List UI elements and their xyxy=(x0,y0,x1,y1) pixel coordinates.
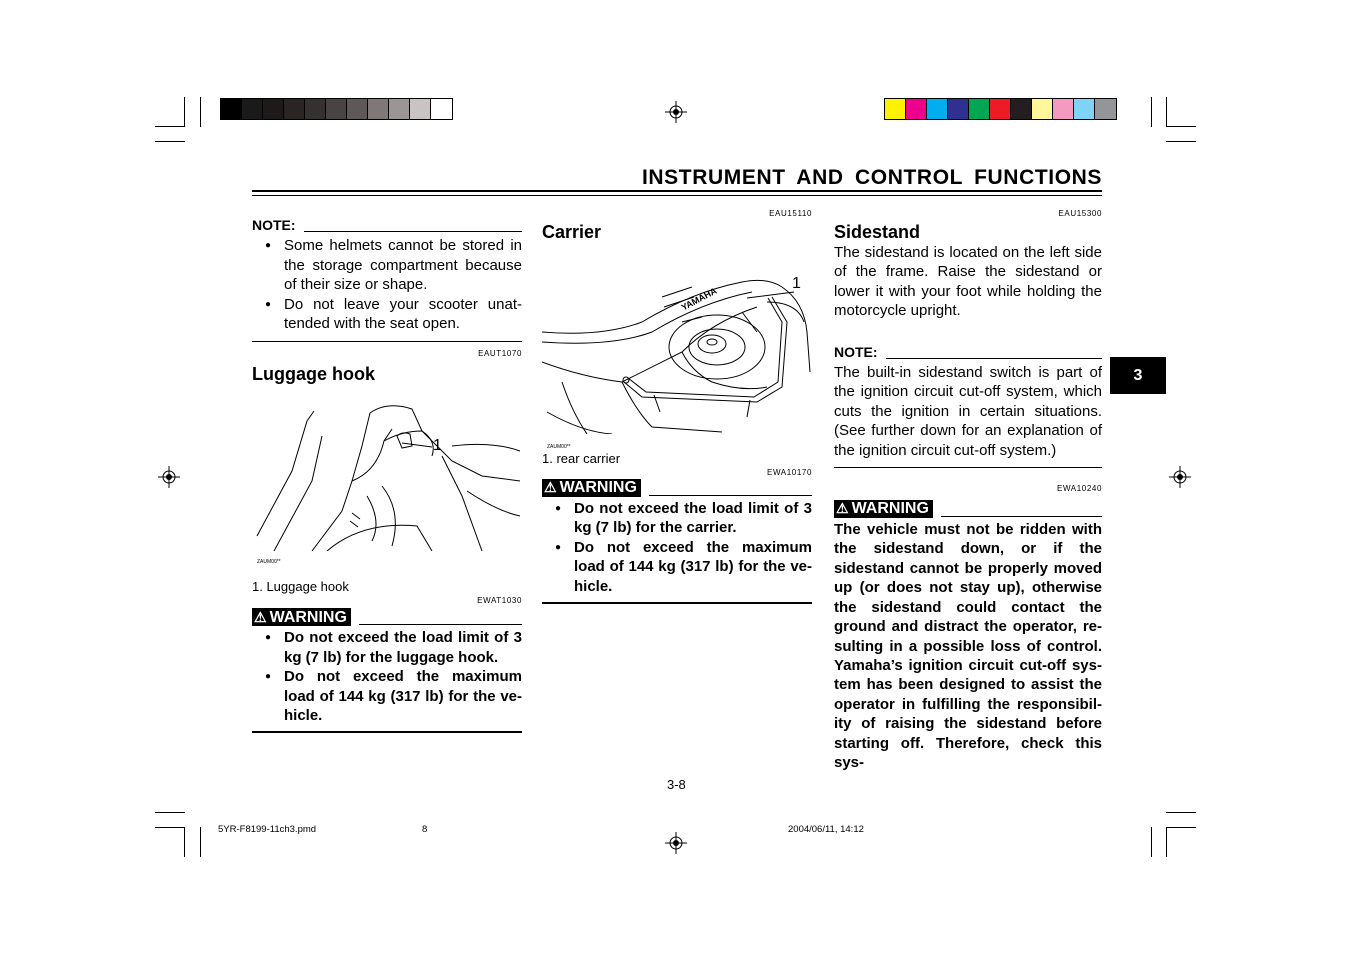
section-title: Luggage hook xyxy=(252,364,375,385)
list-item: ● Do not leave your scooter unat-tended with the seat open. xyxy=(252,295,522,334)
color-swatch xyxy=(969,99,990,119)
registration-mark-icon xyxy=(665,832,687,854)
color-swatch xyxy=(284,99,305,119)
figure-code: ZAUM00** xyxy=(257,559,281,566)
crop-mark xyxy=(155,812,185,813)
color-swatch xyxy=(1053,99,1074,119)
footer-page: 8 xyxy=(422,824,428,835)
color-swatch xyxy=(990,99,1011,119)
luggage-hook-figure xyxy=(252,401,520,573)
crop-mark xyxy=(1166,812,1196,813)
list-item: ● Do not exceed the load limit of 3 kg (7 lb) for the luggage hook. xyxy=(252,628,522,667)
color-swatch xyxy=(326,99,347,119)
crop-mark xyxy=(1166,827,1196,828)
list-item: ● Do not exceed the load limit of 3 kg (7 lb) for the carrier. xyxy=(542,499,812,538)
color-swatch xyxy=(1032,99,1053,119)
warning-label: WARNING xyxy=(269,608,347,626)
section-divider xyxy=(252,731,522,733)
warning-triangle-icon: ⚠ xyxy=(544,479,557,496)
warning-heading xyxy=(834,500,1102,518)
warning-badge xyxy=(252,608,351,626)
crop-mark xyxy=(155,827,185,828)
color-swatch xyxy=(368,99,389,119)
column-left xyxy=(252,208,522,733)
section-code: EAUT1070 xyxy=(478,349,522,359)
section-title: Sidestand xyxy=(834,222,921,242)
figure-code: ZAUM00** xyxy=(547,444,571,450)
column-middle xyxy=(542,208,812,604)
warning-heading xyxy=(252,608,522,626)
header-rule xyxy=(252,195,1102,196)
section-title: Carrier xyxy=(542,222,602,242)
note-heading xyxy=(834,343,1102,362)
color-swatch xyxy=(221,99,242,119)
rear-carrier-illustration xyxy=(542,262,812,434)
page-number: 3-8 xyxy=(667,777,686,792)
crop-mark xyxy=(200,97,201,127)
crop-mark xyxy=(155,141,185,142)
color-swatch xyxy=(885,99,906,119)
note-list xyxy=(252,236,522,333)
warning-heading xyxy=(542,479,812,497)
warning-label: WARNING xyxy=(851,500,929,518)
carrier-figure xyxy=(542,262,812,450)
registration-mark-icon xyxy=(1169,466,1191,488)
footer-filename: 5YR-F8199-11ch3.pmd xyxy=(218,824,317,835)
warning-code: EWA10240 xyxy=(1057,484,1102,494)
figure-caption: 1. rear carrier xyxy=(542,451,621,466)
warning-label: WARNING xyxy=(559,479,637,497)
note-rule xyxy=(304,231,522,232)
crop-mark xyxy=(1166,827,1167,857)
warning-rule xyxy=(359,624,522,625)
color-swatch xyxy=(242,99,263,119)
grayscale-color-bar xyxy=(220,98,453,120)
warning-code: EWAT1030 xyxy=(477,596,522,606)
warning-triangle-icon: ⚠ xyxy=(836,500,849,517)
note-label: NOTE: xyxy=(252,217,296,233)
crop-mark xyxy=(1151,97,1152,127)
warning-badge xyxy=(834,500,933,518)
warning-list xyxy=(252,628,522,725)
warning-badge xyxy=(542,479,641,497)
section-divider xyxy=(834,467,1102,468)
color-swatch xyxy=(263,99,284,119)
warning-triangle-icon: ⚠ xyxy=(254,608,267,625)
section-body: The sidestand is located on the left side of the frame. Raise the sidestand or lower it with your foot while holding the motorcycle upright. xyxy=(834,244,1102,320)
note-heading xyxy=(252,216,522,235)
color-swatch xyxy=(347,99,368,119)
crop-mark xyxy=(184,97,185,127)
crop-mark xyxy=(1166,141,1196,142)
column-right xyxy=(834,208,1102,772)
registration-mark-icon xyxy=(665,101,687,123)
footer-date: 2004/06/11, 14:12 xyxy=(788,824,864,835)
warning-code: EWA10170 xyxy=(767,468,812,477)
registration-mark-icon xyxy=(158,466,180,488)
color-swatch xyxy=(1011,99,1032,119)
section-divider xyxy=(542,602,812,604)
page-header-title: INSTRUMENT AND CONTROL FUNCTIONS xyxy=(641,166,1102,189)
list-item: ● Some helmets cannot be stored in the storage compartment because of their size or shape. xyxy=(252,236,522,294)
color-swatch xyxy=(948,99,969,119)
crop-mark xyxy=(184,827,185,857)
cmyk-color-bar xyxy=(884,98,1117,120)
note-label: NOTE: xyxy=(834,343,878,360)
figure-callout: 1 xyxy=(433,437,442,455)
luggage-hook-illustration xyxy=(252,401,520,551)
crop-mark xyxy=(1166,97,1167,127)
warning-body: The vehicle must not be ridden with the sidestand down, or if the sidestand cannot be properly moved up (or does not stay up), otherwise the sidestand could contact the ground and distract the operator, re-sulting in a possible loss of control. Yamaha’s ignition circuit cut-off sys-tem has been designed to assist the operator in fulfilling the responsibil-ity of raising the sidestand before starting off. Therefore, check this sys- xyxy=(834,521,1102,771)
crop-mark xyxy=(155,126,185,127)
crop-mark xyxy=(1151,827,1152,857)
list-item: ● Do not exceed the maximum load of 144 kg (317 lb) for the ve-hicle. xyxy=(252,667,522,725)
color-swatch xyxy=(305,99,326,119)
color-swatch xyxy=(927,99,948,119)
figure-brand-label: YAMAHA xyxy=(679,285,719,313)
figure-callout: 1 xyxy=(792,275,801,292)
color-swatch xyxy=(410,99,431,119)
color-swatch xyxy=(1095,99,1116,119)
note-body: The built-in sidestand switch is part of the ignition circuit cut-off system, which cuts the ignition in certain situations. (See further down for an explanation of the ignition circuit cut-off system.) xyxy=(834,364,1102,459)
list-item: ● Do not exceed the maximum load of 144 kg (317 lb) for the ve-hicle. xyxy=(542,538,812,596)
section-divider xyxy=(252,341,522,342)
header-rule xyxy=(252,190,1102,192)
color-swatch xyxy=(431,99,452,119)
warning-rule xyxy=(941,516,1102,517)
section-code: EAU15110 xyxy=(769,209,812,218)
crop-mark xyxy=(200,827,201,857)
warning-list xyxy=(542,499,812,596)
color-swatch xyxy=(389,99,410,119)
section-code: EAU15300 xyxy=(1058,209,1102,218)
crop-mark xyxy=(1166,126,1196,127)
color-swatch xyxy=(906,99,927,119)
note-rule xyxy=(886,358,1102,359)
warning-rule xyxy=(649,495,812,496)
color-swatch xyxy=(1074,99,1095,119)
figure-caption: 1. Luggage hook xyxy=(252,579,349,595)
chapter-tab: 3 xyxy=(1110,357,1166,394)
